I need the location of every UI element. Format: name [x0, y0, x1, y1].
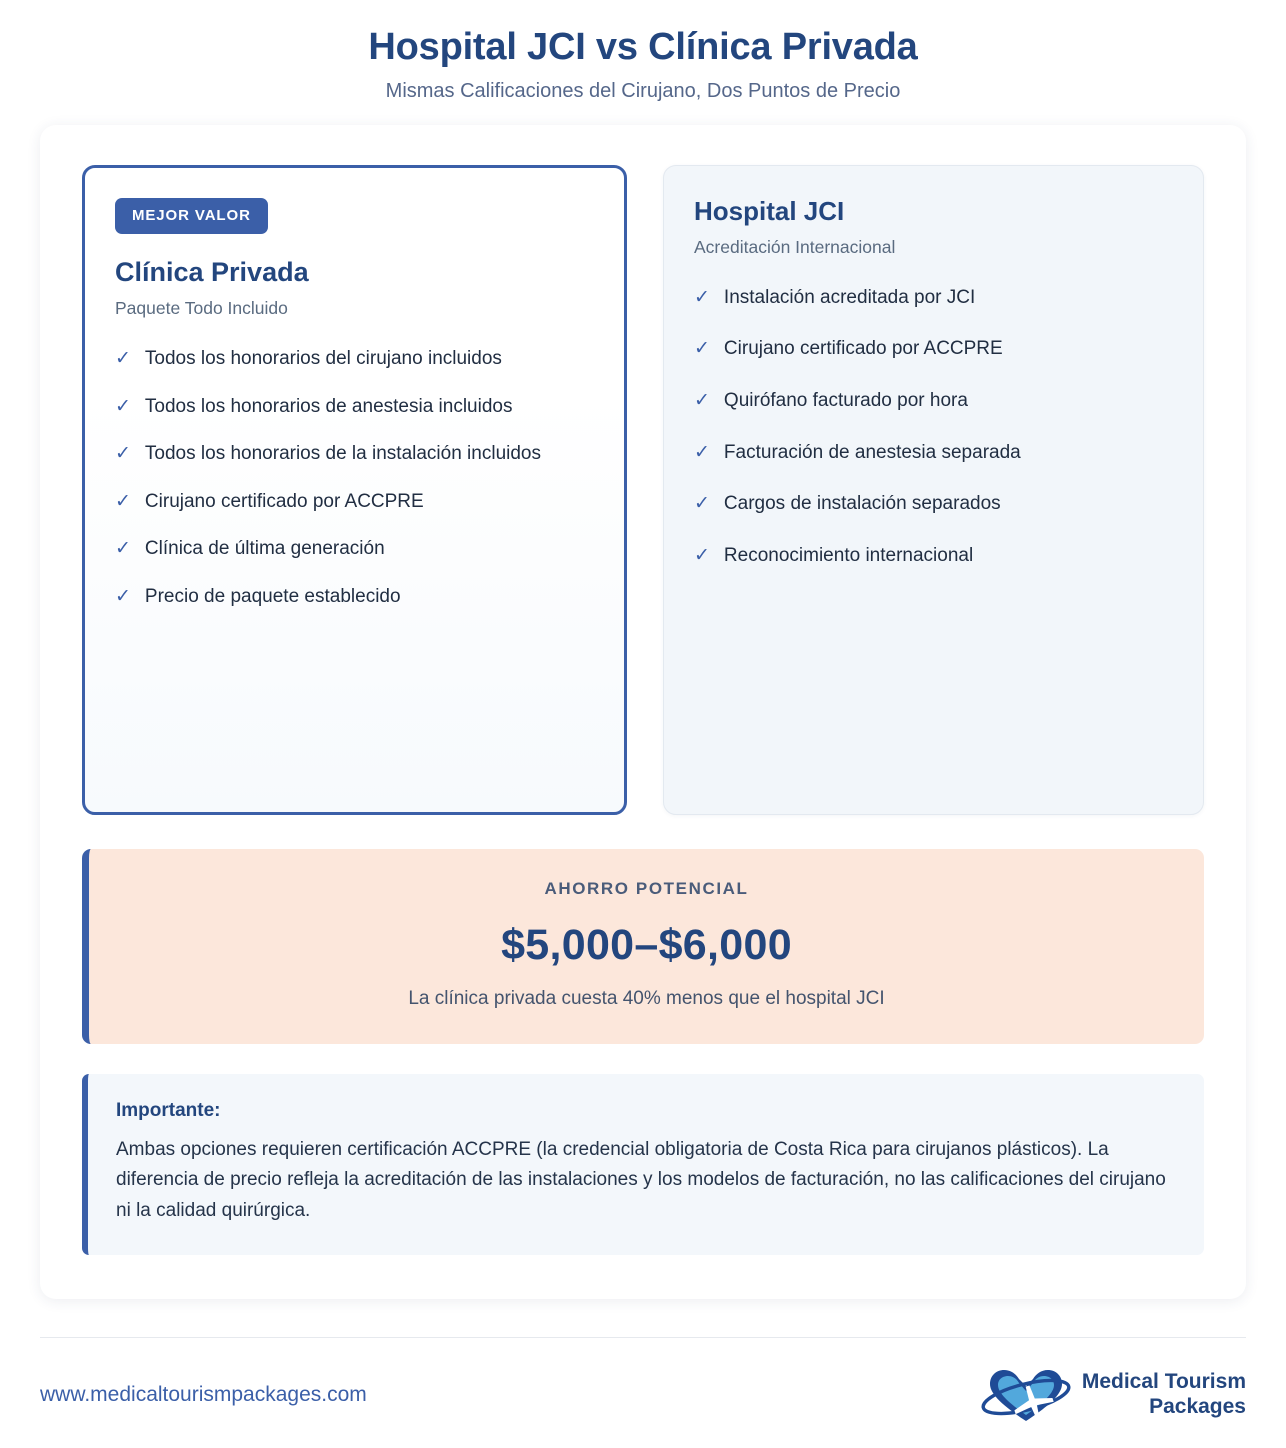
card-subtitle: Acreditación Internacional	[694, 236, 896, 257]
list-item	[694, 284, 1173, 312]
brand-name	[1082, 1370, 1246, 1420]
check-icon: ✓	[115, 585, 131, 607]
best-value-badge: MEJOR VALOR	[115, 198, 268, 234]
heart-plane-logo-icon	[980, 1364, 1072, 1426]
check-icon: ✓	[115, 490, 131, 512]
brand-line-2: Packages	[1149, 1395, 1246, 1418]
check-icon: ✓	[694, 389, 710, 411]
feature-label: Instalación acreditada por JCI	[723, 286, 976, 308]
header	[40, 26, 1246, 103]
feature-label: Facturación de anestesia separada	[723, 441, 1021, 463]
card-subtitle: Paquete Todo Incluido	[115, 298, 288, 319]
feature-list	[694, 284, 1173, 569]
important-note	[82, 1074, 1204, 1255]
list-item	[115, 583, 594, 611]
comparison-cards	[82, 165, 1204, 815]
feature-label: Cargos de instalación separados	[723, 493, 1001, 515]
brand-line-1: Medical Tourism	[1081, 1370, 1246, 1394]
feature-label: Reconocimiento internacional	[723, 544, 974, 566]
feature-label: Cirujano certificado por ACCPRE	[723, 338, 1003, 360]
feature-label: Clínica de última generación	[144, 538, 385, 560]
page-title: Hospital JCI vs Clínica Privada	[368, 26, 918, 68]
check-icon: ✓	[694, 286, 710, 308]
list-item	[115, 345, 594, 373]
check-icon: ✓	[694, 338, 710, 360]
savings-label: AHORRO POTENCIAL	[544, 878, 749, 898]
feature-label: Todos los honorarios de la instalación incluidos	[144, 443, 541, 465]
list-item	[694, 387, 1173, 415]
feature-label: Todos los honorarios del cirujano incluidos	[144, 348, 502, 370]
savings-banner	[82, 849, 1204, 1044]
card-title: Clínica Privada	[115, 256, 309, 287]
note-body: Ambas opciones requieren certificación ACCPRE (la credencial obligatoria de Costa Rica para cirujanos plásticos). La diferencia de precio refleja la acreditación de las instalaciones y los modelos de facturación, no las calificaciones del cirujano ni la calidad quirúrgica.	[116, 1138, 1166, 1222]
list-item	[115, 393, 594, 421]
website-link[interactable]: www.medicaltourismpackages.com	[40, 1383, 367, 1406]
list-item	[694, 439, 1173, 467]
card-clinica-privada	[82, 165, 627, 815]
savings-note: La clínica privada cuesta 40% menos que el hospital JCI	[408, 987, 885, 1009]
brand-logo	[980, 1364, 1246, 1426]
check-icon: ✓	[694, 544, 710, 566]
check-icon: ✓	[115, 348, 131, 370]
list-item	[115, 488, 594, 516]
card-hospital-jci	[663, 165, 1204, 815]
card-title: Hospital JCI	[694, 195, 845, 226]
feature-label: Cirujano certificado por ACCPRE	[144, 490, 424, 512]
content-panel	[40, 125, 1246, 1299]
feature-label: Quirófano facturado por hora	[723, 389, 968, 411]
feature-label: Precio de paquete establecido	[144, 585, 401, 607]
page-subtitle: Mismas Calificaciones del Cirujano, Dos Puntos de Precio	[385, 79, 901, 102]
check-icon: ✓	[115, 538, 131, 560]
savings-amount: $5,000–$6,000	[501, 920, 792, 969]
check-icon: ✓	[694, 441, 710, 463]
list-item	[115, 535, 594, 563]
list-item	[694, 335, 1173, 363]
list-item	[694, 490, 1173, 518]
footer	[40, 1337, 1246, 1448]
check-icon: ✓	[115, 443, 131, 465]
list-item	[694, 542, 1173, 570]
list-item	[115, 440, 594, 468]
feature-list	[115, 345, 594, 610]
check-icon: ✓	[694, 493, 710, 515]
note-title: Importante:	[116, 1099, 221, 1121]
check-icon: ✓	[115, 395, 131, 417]
feature-label: Todos los honorarios de anestesia incluidos	[144, 395, 513, 417]
